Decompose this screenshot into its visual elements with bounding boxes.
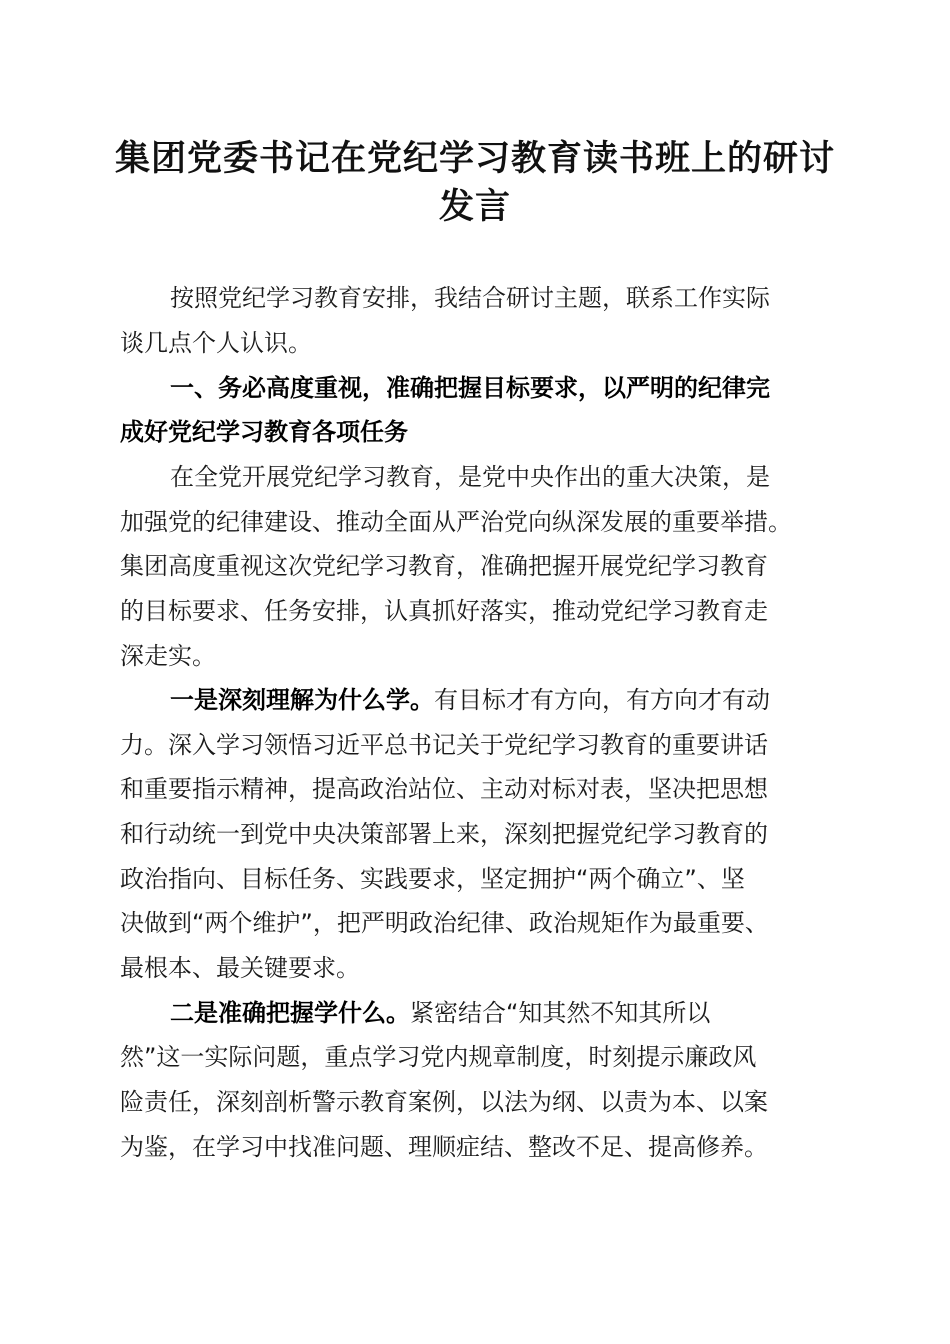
para3-line-1-text: 紧密结合“知其然不知其所以 — [410, 999, 711, 1027]
para3-line-3: 险责任，深刻剖析警示教育案例，以法为纲、以责为本、以案 — [120, 1088, 768, 1116]
para3-line-1 — [170, 996, 710, 1030]
para2-line-1-text: 有目标才有方向，有方向才有动 — [434, 686, 770, 714]
para2-line-3: 和重要指示精神，提高政治站位、主动对标对表，坚决把思想 — [120, 775, 768, 803]
para1-line-3: 集团高度重视这次党纪学习教育，准确把握开展党纪学习教育 — [120, 552, 768, 580]
intro-line-1: 按照党纪学习教育安排，我结合研讨主题，联系工作实际 — [170, 284, 770, 312]
para2-line-7: 最根本、最关键要求。 — [120, 954, 360, 982]
para2-line-2: 力。深入学习领悟习近平总书记关于党纪学习教育的重要讲话 — [120, 731, 768, 759]
section-heading-line-2: 成好党纪学习教育各项任务 — [120, 418, 408, 446]
para2-line-5: 政治指向、目标任务、实践要求，坚定拥护“两个确立”、坚 — [120, 865, 745, 893]
para2-lead: 一是深刻理解为什么学。 — [170, 686, 434, 714]
para3-line-2: 然”这一实际问题，重点学习党内规章制度，时刻提示廉政风 — [120, 1043, 757, 1071]
document-title-line-1 — [100, 135, 850, 183]
para1-line-5: 深走实。 — [120, 642, 216, 670]
para2-line-6: 决做到“两个维护”，把严明政治纪律、政治规矩作为最重要、 — [120, 909, 769, 937]
title-text: 集团党委书记在党纪学习教育读书班上的研讨 — [114, 138, 835, 179]
section-heading-line-1: 一、务必高度重视，准确把握目标要求，以严明的纪律完 — [170, 374, 770, 402]
para1-line-4: 的目标要求、任务安排，认真抓好落实，推动党纪学习教育走 — [120, 597, 768, 625]
para2-line-1 — [170, 683, 770, 717]
document-title-line-2 — [100, 183, 850, 231]
intro-line-2: 谈几点个人认识。 — [120, 329, 312, 357]
para3-lead: 二是准确把握学什么。 — [170, 999, 410, 1027]
para1-line-2: 加强党的纪律建设、推动全面从严治党向纵深发展的重要举措。 — [120, 508, 792, 536]
para2-line-4: 和行动统一到党中央决策部署上来，深刻把握党纪学习教育的 — [120, 820, 768, 848]
para3-line-4: 为鉴，在学习中找准问题、理顺症结、整改不足、提高修养。 — [120, 1133, 768, 1161]
title-text: 发言 — [438, 186, 511, 227]
para1-line-1: 在全党开展党纪学习教育，是党中央作出的重大决策，是 — [170, 463, 770, 491]
